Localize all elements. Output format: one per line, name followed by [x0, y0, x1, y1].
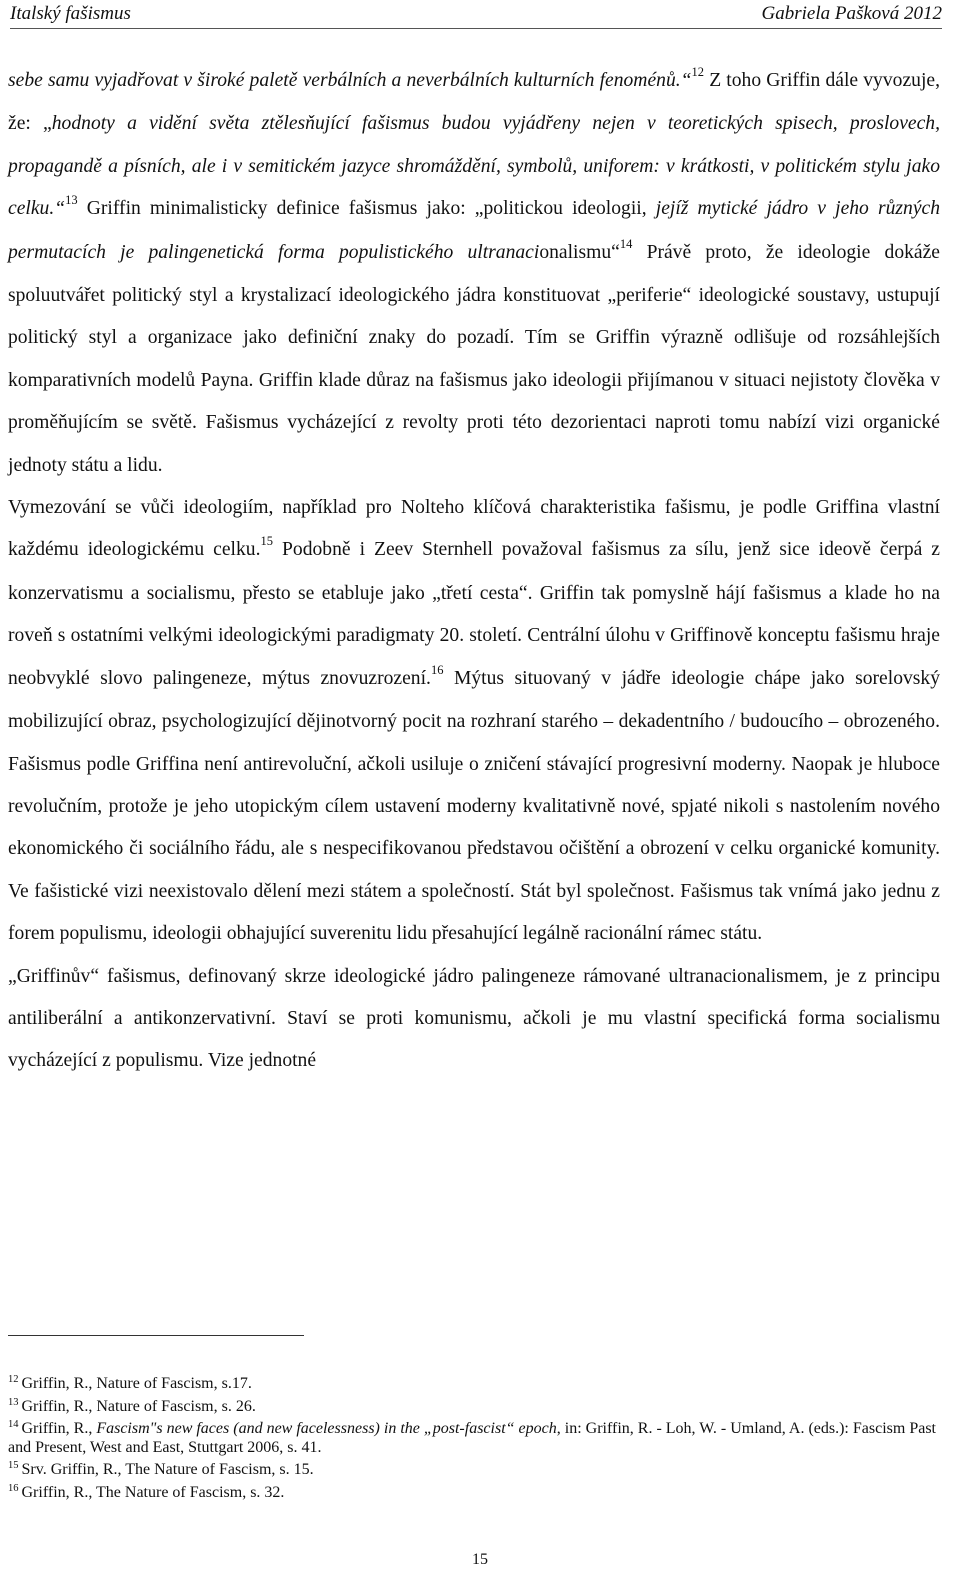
page-number: 15 [472, 1551, 488, 1568]
footnote-12 [8, 1371, 940, 1394]
footnote-number: 16 [8, 1482, 19, 1494]
footnote-number: 14 [8, 1419, 19, 1430]
footnote-15 [8, 1457, 940, 1480]
footnote-text: Griffin, R., Nature of Fascism, s.17. [21, 1375, 252, 1392]
footnote-text: Griffin, R., [21, 1420, 97, 1437]
page-header [10, 2, 942, 29]
footnote-13 [8, 1394, 940, 1417]
footnote-ref-12[interactable]: 12 [691, 65, 705, 79]
footnote-italic-title: Fascism"s new faces (and new facelessness) in the „post-fascist“ epoch [96, 1420, 557, 1437]
paragraph-3 [8, 956, 940, 1083]
text-run: Z toho Griffin dále vyvozuje, že: „ [8, 70, 940, 135]
footnote-ref-16[interactable]: 16 [430, 662, 444, 677]
quote-text: hodnoty a vidění světa ztělesňující fašismus budou vyjádřeny nejen v teoretických spisech, proslovech, propagandě a písních, ale i v semitickém jazyce shromáždění, symbolů, uniforem: v krátkosti, v politickém stylu jako celku.“ [8, 113, 940, 220]
text-run: onalismu“ [539, 241, 620, 263]
header-author-year: Gabriela Pašková 2012 [761, 3, 942, 24]
footnote-ref-13[interactable]: 13 [65, 193, 78, 208]
footnote-text: , in: Griffin, R. - Loh, W. - Umland, A. (eds.): Fascism Past and Present, West and East, Stuttgart 2006, s. 41. [8, 1420, 936, 1456]
quote-text: jejíž mytické jádro v jeho různých permutacích je palingenetická forma populistického ultranaci [8, 198, 941, 263]
header-title: Italský fašismus [10, 3, 131, 24]
footnote-number: 13 [8, 1396, 19, 1408]
footnote-separator [8, 1335, 304, 1336]
text-run: Podobně i Zeev Sternhell považoval fašismus za sílu, jenž sice ideově čerpá z konzervatismu a socialismu, přesto se etabluje jako „třetí cesta“. Griffin tak pomyslně hájí fašismus a klade ho na roveň s ostatními velkými ideologickými paradigmaty 20. století. Centrální úlohu v Griffinově konceptu fašismu hraje neobvyklé slovo palingeneze, mýtus znovuzrození. [8, 539, 941, 689]
footnotes [8, 1371, 940, 1502]
footnote-16 [8, 1480, 940, 1503]
paragraph-2 [8, 487, 940, 955]
footnote-number: 12 [8, 1374, 19, 1385]
footnote-ref-14[interactable]: 14 [619, 236, 633, 251]
quote-text: sebe samu vyjadřovat v široké paletě verbálních a neverbálních kulturních fenoménů.“ [8, 70, 692, 91]
text-run: Griffin minimalisticky definice fašismus jako: „politickou ideologii, [77, 198, 656, 220]
footnote-text: Griffin, R., Nature of Fascism, s. 26. [21, 1397, 256, 1415]
footnote-14 [8, 1416, 940, 1457]
body-text [8, 60, 940, 1083]
footnote-text: Griffin, R., The Nature of Fascism, s. 32. [21, 1483, 285, 1501]
text-run: Mýtus situovaný v jádře ideologie chápe jako sorelovský mobilizující obraz, psychologizující dějinotvorný pocit na rozhraní starého – dekadentního / budoucího – obrozeného. Fašismus podle Griffina není antirevoluční, ačkoli usiluje o zničení stávající progresivní moderny. Naopak je hluboce revolučním, protože je jeho utopickým cílem ustavení moderny kvalitativně nové, spjaté nikoli s nastolením nového ekonomického či sociálního řádu, ale s nespecifikovanou představou očištění a obrození v celku organické komunity. Ve fašistické vizi neexistovalo dělení mezi státem a společností. Stát byl společnost. Fašismus tak vnímá jako jednu z forem populismu, ideologii obhajující suverenitu lidu přesahující legálně racionální rámec státu. [8, 667, 941, 945]
footnote-ref-15[interactable]: 15 [260, 534, 273, 549]
footnote-text: Srv. Griffin, R., The Nature of Fascism, s. 15. [21, 1461, 314, 1478]
footnote-number: 15 [8, 1460, 19, 1471]
text-run: Vymezování se vůči ideologiím, například pro Nolteho klíčová charakteristika fašismu, je podle Griffina vlastní každému ideologickému celku. [8, 497, 940, 561]
text-run: Právě proto, že ideologie dokáže spoluutvářet politický styl a krystalizací ideologického jádra konstituovat „periferie“ ideologické soustavy, ustupují politický styl a organizace jako definiční znaky do pozadí. Tím se Griffin výrazně odlišuje od rozsáhlejších komparativních modelů Payna. Griffin klade důraz na fašismus jako ideologii přijímanou v situaci nejistoty člověka v proměňujícím se světě. Fašismus vycházející z revolty proti této dezorientaci naproti tomu nabízí vizi organické jednoty státu a lidu. [8, 241, 940, 476]
paragraph-1 [8, 60, 940, 487]
text-run: „Griffinův“ fašismus, definovaný skrze ideologické jádro palingeneze rámované ultranacionalismem, je z principu antiliberální a antikonzervativní. Staví se proti komunismu, ačkoli je mu vlastní specifická forma socialismu vycházející z populismu. Vize jednotné [8, 965, 940, 1072]
